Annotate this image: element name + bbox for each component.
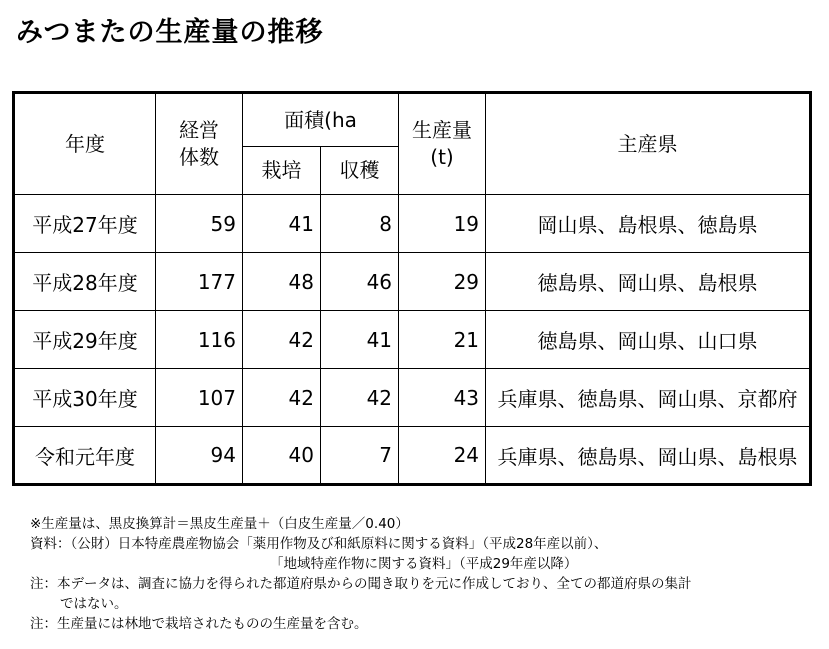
cell-prefs: 岡山県、島根県、徳島県	[486, 195, 811, 253]
cell-cultivation: 41	[243, 195, 321, 253]
table-row	[14, 195, 811, 253]
table-row	[14, 253, 811, 311]
header-production	[399, 93, 486, 195]
cell-production: 24	[399, 427, 486, 485]
cell-farmers: 116	[156, 311, 243, 369]
cell-year: 令和元年度	[14, 427, 156, 485]
cell-farmers: 59	[156, 195, 243, 253]
cell-year: 平成27年度	[14, 195, 156, 253]
cell-farmers: 107	[156, 369, 243, 427]
cell-prefs: 兵庫県、徳島県、岡山県、京都府	[486, 369, 811, 427]
cell-farmers: 94	[156, 427, 243, 485]
note-source: 資料：（公財）日本特産農産物協会「薬用作物及び和紙原料に関する資料」（平成28年産以前）、	[30, 536, 608, 552]
note-data-scope-cont: ではない。	[60, 596, 128, 612]
cell-harvest: 8	[321, 195, 399, 253]
cell-cultivation: 42	[243, 311, 321, 369]
header-farmers	[156, 93, 243, 195]
header-cultivation: 栽培	[243, 147, 321, 195]
cell-harvest: 46	[321, 253, 399, 311]
cell-production: 19	[399, 195, 486, 253]
header-area: 面積(ha	[243, 93, 399, 147]
cell-production: 21	[399, 311, 486, 369]
cell-year: 平成29年度	[14, 311, 156, 369]
table-row	[14, 427, 811, 485]
header-harvest: 収穫	[321, 147, 399, 195]
production-table	[12, 91, 812, 486]
header-main-prefs: 主産県	[486, 93, 811, 195]
header-production-line1: 生産量	[412, 118, 473, 142]
cell-farmers: 177	[156, 253, 243, 311]
footnotes	[30, 514, 692, 634]
note-calculation: ※生産量は、黒皮換算計＝黒皮生産量＋（白皮生産量／0.40）	[30, 516, 409, 532]
cell-prefs: 徳島県、岡山県、山口県	[486, 311, 811, 369]
cell-harvest: 42	[321, 369, 399, 427]
note-data-scope: 注：本データは、調査に協力を得られた都道府県からの聞き取りを元に作成しており、全ての都道府県の集計	[30, 576, 692, 592]
note-source-cont: 「地域特産作物に関する資料」（平成29年産以降）	[270, 556, 578, 572]
cell-prefs: 徳島県、岡山県、島根県	[486, 253, 811, 311]
table-row	[14, 369, 811, 427]
cell-cultivation: 40	[243, 427, 321, 485]
note-forest: 注：生産量には林地で栽培されたものの生産量を含む。	[30, 616, 368, 632]
header-farmers-line1: 経営	[179, 118, 219, 142]
header-production-line2: (t)	[430, 145, 454, 169]
cell-prefs: 兵庫県、徳島県、岡山県、島根県	[486, 427, 811, 485]
cell-production: 29	[399, 253, 486, 311]
header-farmers-line2: 体数	[179, 145, 219, 169]
cell-production: 43	[399, 369, 486, 427]
table-row	[14, 311, 811, 369]
header-year: 年度	[14, 93, 156, 195]
cell-year: 平成28年度	[14, 253, 156, 311]
cell-harvest: 41	[321, 311, 399, 369]
cell-cultivation: 48	[243, 253, 321, 311]
cell-cultivation: 42	[243, 369, 321, 427]
cell-year: 平成30年度	[14, 369, 156, 427]
cell-harvest: 7	[321, 427, 399, 485]
page-title: みつまたの生産量の推移	[16, 17, 324, 48]
